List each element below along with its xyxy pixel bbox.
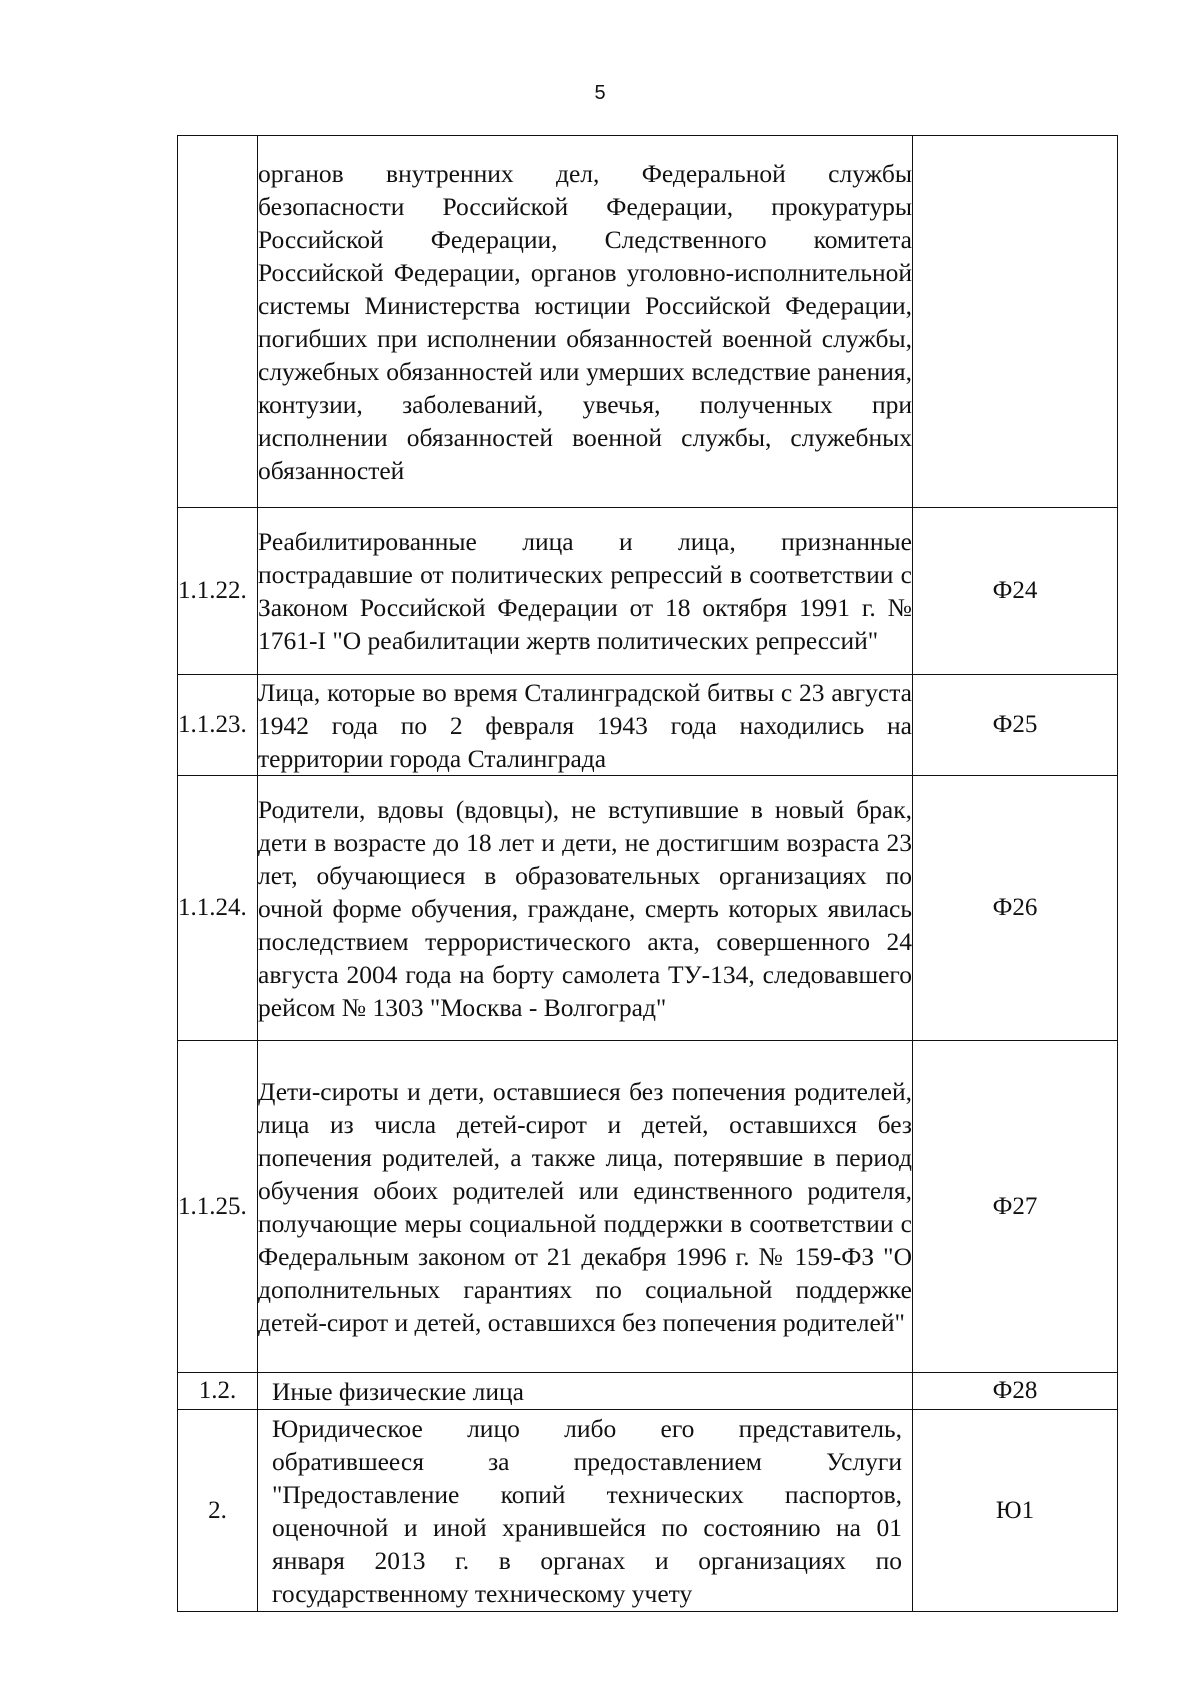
- categories-table: [177, 135, 1118, 1612]
- row-number: 1.2.: [178, 1373, 258, 1410]
- row-description: Реабилитированные лица и лица, признанные пострадавшие от политических репрессий в соответствии с Законом Российской Федерации от 18 октября 1991 г. № 1761-I "О реабилитации жертв политических репрессий": [258, 508, 913, 675]
- table-row: [178, 776, 1118, 1041]
- page-number: 5: [594, 82, 606, 104]
- row-description: Юридическое лицо либо его представитель, обратившееся за предоставлением Услуги "Предоставление копий технических паспортов, оценочной и иной хранившейся по состоянию на 01 января 2013 г. в органах и организациях по государственному техническому учету: [258, 1410, 913, 1612]
- row-description: Дети-сироты и дети, оставшиеся без попечения родителей, лица из числа детей-сирот и детей, оставшихся без попечения родителей, а также лица, потерявшие в период обучения обоих родителей или единственного родителя, получающие меры социальной поддержки в соответствии с Федеральным законом от 21 декабря 1996 г. № 159-ФЗ "О дополнительных гарантиях по социальной поддержке детей-сирот и детей, оставшихся без попечения родителей": [258, 1041, 913, 1373]
- table-row: [178, 1373, 1118, 1410]
- row-code: Ф28: [913, 1373, 1118, 1410]
- row-number: 1.1.23.: [178, 675, 258, 776]
- row-code: Ф27: [913, 1041, 1118, 1373]
- row-code: Ф24: [913, 508, 1118, 675]
- row-number: 1.1.25.: [178, 1041, 258, 1373]
- row-code: [913, 136, 1118, 508]
- row-number: [178, 136, 258, 508]
- table-row: [178, 1410, 1118, 1612]
- row-code: Ю1: [913, 1410, 1118, 1612]
- table-row: [178, 136, 1118, 508]
- row-number: 1.1.24.: [178, 776, 258, 1041]
- row-number: 1.1.22.: [178, 508, 258, 675]
- row-description: Родители, вдовы (вдовцы), не вступившие в новый брак, дети в возрасте до 18 лет и дети, не достигшим возраста 23 лет, обучающиеся в образовательных организациях по очной форме обучения, граждане, смерть которых явилась последствием террористического акта, совершенного 24 августа 2004 года на борту самолета ТУ-134, следовавшего рейсом № 1303 "Москва - Волгоград": [258, 776, 913, 1041]
- row-code: Ф26: [913, 776, 1118, 1041]
- row-description: Иные физические лица: [258, 1373, 913, 1410]
- row-number: 2.: [178, 1410, 258, 1612]
- table-row: [178, 508, 1118, 675]
- row-description: органов внутренних дел, Федеральной службы безопасности Российской Федерации, прокуратуры Российской Федерации, Следственного комитета Российской Федерации, органов уголовно-исполнительной системы Министерства юстиции Российской Федерации, погибших при исполнении обязанностей военной службы, служебных обязанностей или умерших вследствие ранения, контузии, заболеваний, увечья, полученных при исполнении обязанностей военной службы, служебных обязанностей: [258, 136, 913, 508]
- table-row: [178, 1041, 1118, 1373]
- row-code: Ф25: [913, 675, 1118, 776]
- table-row: [178, 675, 1118, 776]
- row-description: Лица, которые во время Сталинградской битвы с 23 августа 1942 года по 2 февраля 1943 года находились на территории города Сталинграда: [258, 675, 913, 776]
